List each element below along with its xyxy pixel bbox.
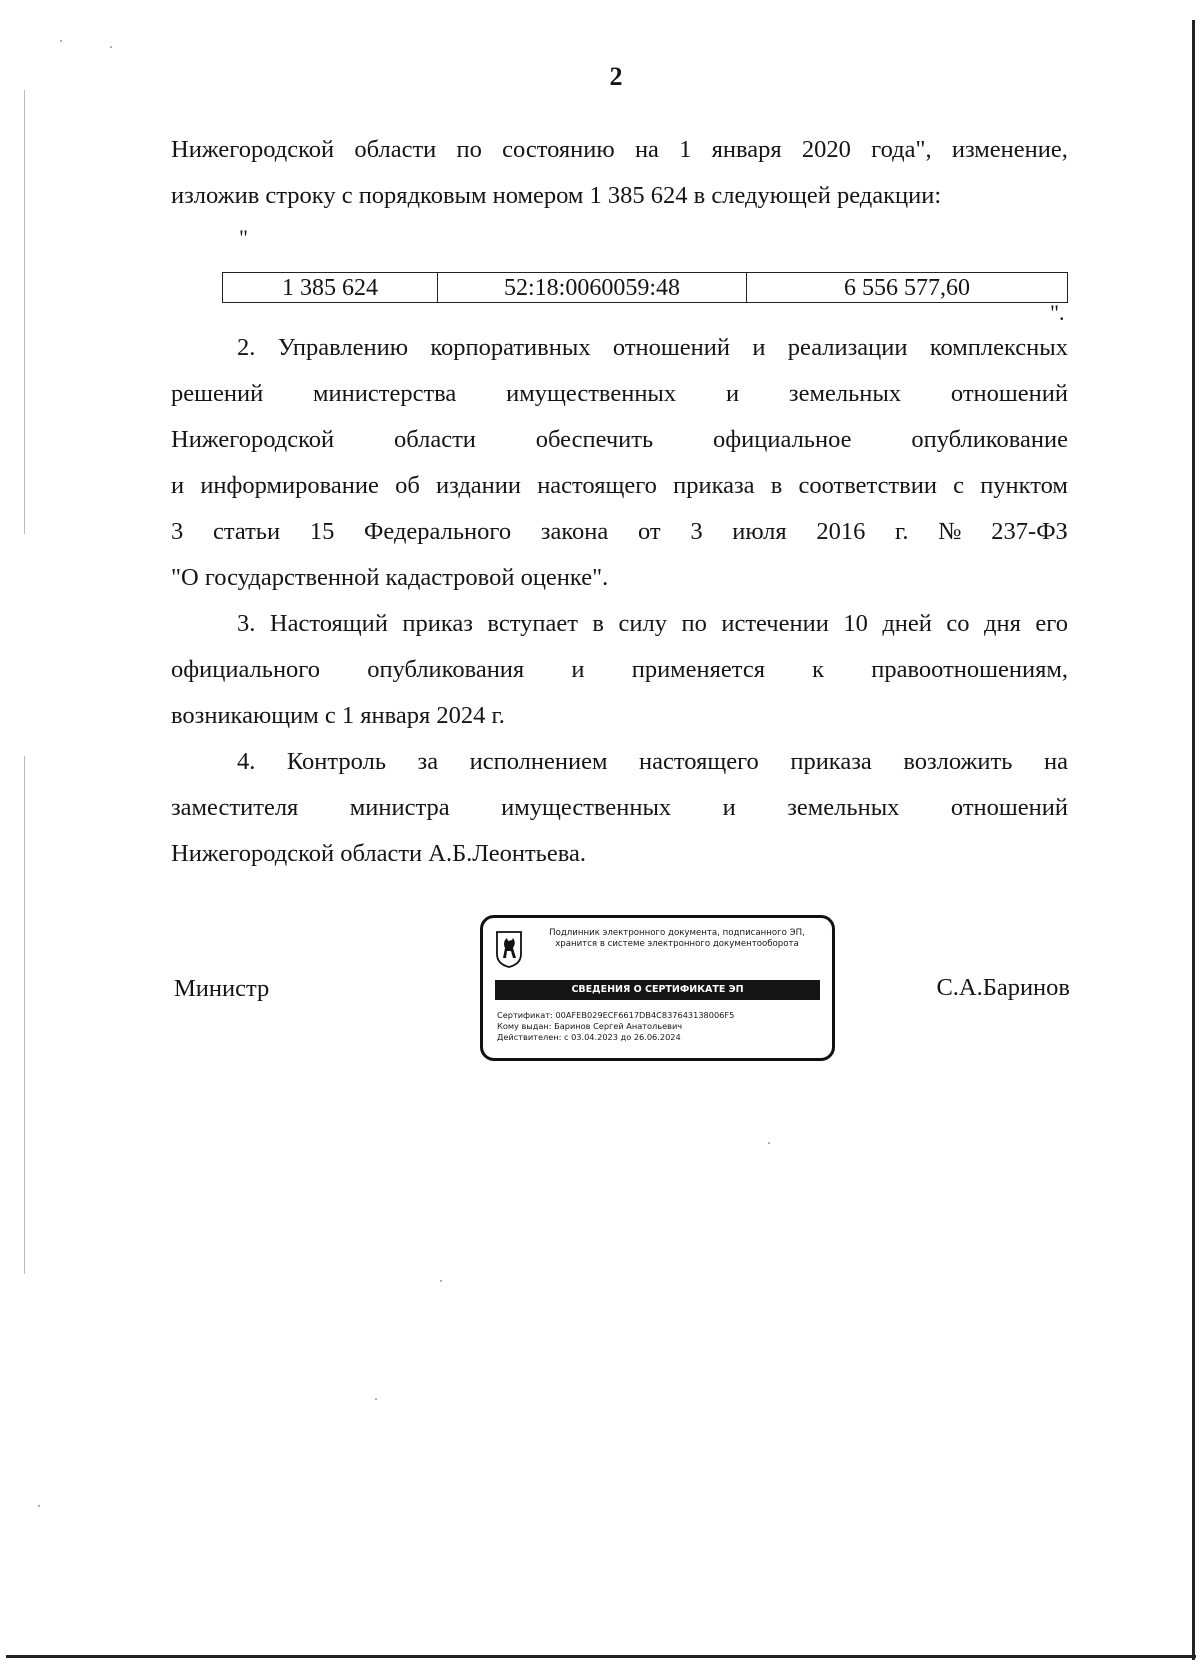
word: информирование (200, 472, 379, 499)
word: комплексных (929, 334, 1068, 361)
word: и (725, 380, 740, 407)
scan-speck (110, 46, 112, 48)
p2-line-6: "О государственной кадастровой оценке". (171, 564, 609, 591)
word: закона (540, 518, 609, 545)
word: и (171, 472, 185, 499)
word: правоотношениям, (871, 656, 1068, 683)
p3-line-2 (171, 655, 1068, 685)
word: имущественных (501, 794, 672, 821)
intro-line-2: изложив строку с порядковым номером 1 385 624 в следующей редакции: (171, 182, 942, 209)
p2-line-5 (171, 517, 1068, 547)
word: дня (984, 610, 1021, 637)
table-cell-cadastral-number: 52:18:0060059:48 (438, 273, 747, 303)
coat-of-arms-icon (495, 930, 523, 968)
word: министерства (313, 380, 457, 407)
word: вступает (487, 610, 578, 637)
word: обеспечить (535, 426, 654, 453)
p2-line-4 (171, 471, 1068, 501)
word: июля (732, 518, 787, 545)
scan-edge-bottom (6, 1655, 1196, 1658)
stamp-header-line-2: хранится в системе электронного документооборота (555, 939, 799, 949)
scan-speck (38, 1505, 40, 1507)
word: на (1043, 748, 1068, 775)
word: реализации (787, 334, 908, 361)
word: возложить (903, 748, 1013, 775)
word: и (571, 656, 585, 683)
word: Нижегородской (171, 426, 335, 453)
intro-line-1 (171, 135, 1068, 165)
word: имущественных (506, 380, 677, 407)
word: Настоящий (269, 610, 388, 637)
word: решений (171, 380, 264, 407)
word: в (592, 610, 604, 637)
word: корпоративных (430, 334, 591, 361)
stamp-valid: Действителен: с 03.04.2023 до 26.06.2024 (497, 1032, 681, 1042)
word: 15 (309, 518, 335, 545)
scan-edge-left (24, 90, 25, 1570)
scan-speck (60, 40, 62, 42)
cadastral-value-table (222, 272, 1068, 303)
word: года", (871, 136, 932, 163)
word: 2016 (816, 518, 866, 545)
page-number: 2 (609, 62, 623, 91)
word: и (722, 794, 736, 821)
table-cell-value: 6 556 577,60 (747, 273, 1068, 303)
scan-speck (440, 1280, 442, 1282)
p4-line-1 (237, 747, 1068, 777)
scan-edge-right (1192, 20, 1195, 1660)
word: об (395, 472, 420, 499)
word: 2020 (801, 136, 851, 163)
word: официальное (713, 426, 852, 453)
word: 10 (843, 610, 868, 637)
word: № (938, 518, 962, 545)
word: по (456, 136, 482, 163)
word: Контроль (286, 748, 386, 775)
word: со (946, 610, 970, 637)
p2-line-1 (237, 333, 1068, 363)
word: в (770, 472, 783, 499)
word: дней (882, 610, 932, 637)
p2-line-2 (171, 379, 1068, 409)
word: января (711, 136, 782, 163)
word: настоящего (537, 472, 657, 499)
word: отношений (950, 794, 1068, 821)
stamp-banner: СВЕДЕНИЯ О СЕРТИФИКАТЕ ЭП (495, 980, 820, 1000)
word: земельных (788, 380, 902, 407)
word: опубликование (911, 426, 1068, 453)
open-quote: " (239, 225, 248, 250)
scan-speck (768, 1142, 770, 1144)
word: приказа (673, 472, 755, 499)
stamp-header (527, 928, 827, 950)
word: на (634, 136, 659, 163)
word: отношений (950, 380, 1068, 407)
word: состоянию (502, 136, 615, 163)
word: от (637, 518, 661, 545)
word: земельных (787, 794, 900, 821)
stamp-certificate: Сертификат: 00AFEB029ECF6617DB4C837643138006F5 (497, 1010, 735, 1020)
word: Управлению (277, 334, 409, 361)
word: его (1035, 610, 1068, 637)
p4-line-3: Нижегородской области А.Б.Леонтьева. (171, 840, 586, 867)
word: и (752, 334, 766, 361)
word: с (953, 472, 964, 499)
word: Нижегородской (171, 136, 335, 163)
word: приказ (402, 610, 473, 637)
word: 1 (679, 136, 692, 163)
word: официального (171, 656, 320, 683)
word: пунктом (980, 472, 1068, 499)
stamp-info (497, 1010, 827, 1043)
word: министра (349, 794, 450, 821)
word: области (393, 426, 476, 453)
word: 3 (690, 518, 703, 545)
word: изменение, (951, 136, 1068, 163)
signer-title: Министр (174, 975, 270, 1002)
word: опубликования (367, 656, 525, 683)
close-quote: ". (1050, 300, 1065, 325)
p4-line-2 (171, 793, 1068, 823)
table-row (223, 273, 1068, 303)
word: Федерального (364, 518, 512, 545)
table-cell-number: 1 385 624 (223, 273, 438, 303)
word: приказа (790, 748, 872, 775)
p3-line-3: возникающим с 1 января 2024 г. (171, 702, 505, 729)
word: исполнением (469, 748, 608, 775)
p2-line-3 (171, 425, 1068, 455)
e-signature-stamp (480, 915, 835, 1061)
stamp-header-line-1: Подлинник электронного документа, подписанного ЭП, (549, 928, 805, 938)
signer-name: С.А.Баринов (936, 974, 1070, 1001)
word: за (417, 748, 439, 775)
stamp-issued-to: Кому выдан: Баринов Сергей Анатольевич (497, 1021, 683, 1031)
word: статьи (212, 518, 281, 545)
word: истечении (721, 610, 829, 637)
p3-line-1 (237, 609, 1068, 639)
word: области (354, 136, 437, 163)
word: 4. (237, 748, 256, 775)
word: издании (435, 472, 521, 499)
word: по (681, 610, 707, 637)
word: г. (895, 518, 909, 545)
scan-speck (375, 1398, 377, 1400)
word: отношений (612, 334, 730, 361)
word: 237-ФЗ (991, 518, 1068, 545)
word: к (812, 656, 825, 683)
word: силу (618, 610, 667, 637)
word: 3 (171, 518, 184, 545)
word: заместителя (171, 794, 299, 821)
word: 2. (237, 334, 256, 361)
word: настоящего (639, 748, 759, 775)
word: применяется (631, 656, 765, 683)
word: соответствии (798, 472, 937, 499)
word: 3. (237, 610, 256, 637)
